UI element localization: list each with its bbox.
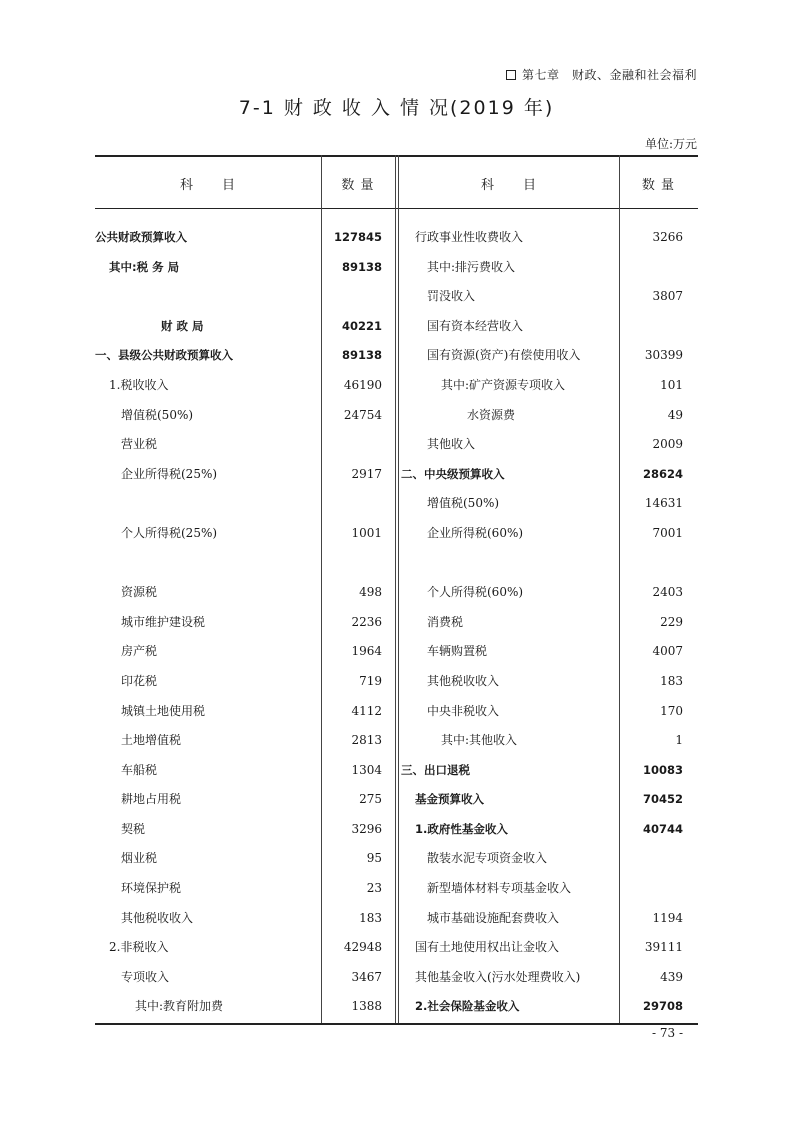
right-quantity-cell: 101 — [660, 377, 683, 392]
left-quantity-cell: 183 — [359, 910, 382, 925]
left-subject-cell: 增值税(50%) — [121, 407, 194, 422]
table-row — [95, 584, 698, 614]
right-subject-cell: 散装水泥专项资金收入 — [427, 851, 548, 866]
right-quantity-cell: 439 — [660, 969, 683, 984]
table-row — [95, 821, 698, 851]
page-title: 7-1 财 政 收 入 情 况(2019 年) — [238, 97, 555, 119]
left-subject-cell: 烟业税 — [121, 851, 158, 866]
right-subject-cell: 水资源费 — [467, 407, 516, 422]
table-row — [95, 791, 698, 821]
right-quantity-cell: 14631 — [644, 496, 683, 511]
right-subject-cell: 国有资本经营收入 — [427, 318, 524, 333]
chapter-label: 第七章 财政、金融和社会福利 — [521, 68, 697, 82]
table-row — [95, 703, 698, 733]
left-subject-cell: 土地增值税 — [121, 733, 182, 748]
left-subject-cell: 房产税 — [121, 644, 158, 659]
left-quantity-cell: 2917 — [351, 466, 382, 481]
unit-label: 单位:万元 — [644, 137, 697, 151]
left-quantity-cell: 40221 — [341, 318, 382, 333]
right-subject-cell: 中央非税收入 — [427, 703, 500, 718]
table-row — [95, 288, 698, 318]
revenue-table — [95, 155, 698, 1025]
table-row — [95, 732, 698, 762]
right-subject-cell: 其他收入 — [427, 437, 476, 452]
table-body — [95, 229, 698, 1028]
right-quantity-cell: 4007 — [652, 644, 683, 659]
right-subject-cell: 新型墙体材料专项基金收入 — [427, 881, 572, 896]
left-subject-cell: 耕地占用税 — [121, 792, 182, 807]
right-subject-cell: 二、中央级预算收入 — [401, 466, 505, 481]
right-quantity-cell: 28624 — [642, 466, 683, 481]
right-subject-cell: 三、出口退税 — [401, 762, 470, 777]
left-subject-cell: 其中:教育附加费 — [135, 999, 224, 1014]
left-subject-cell: 一、县级公共财政预算收入 — [95, 348, 233, 363]
table-row — [95, 969, 698, 999]
right-subject-cell: 行政事业性收费收入 — [415, 230, 524, 244]
table-row — [95, 259, 698, 289]
right-quantity-cell: 2403 — [652, 585, 683, 600]
right-subject-cell: 企业所得税(60%) — [427, 525, 524, 540]
right-quantity-cell: 40744 — [642, 821, 683, 836]
left-quantity-cell: 46190 — [343, 377, 382, 392]
table-row — [95, 673, 698, 703]
right-subject-cell: 国有土地使用权出让金收入 — [415, 940, 560, 955]
chapter-header — [506, 66, 697, 83]
right-subject-cell: 其中:矿产资源专项收入 — [441, 377, 566, 392]
left-subject-cell: 其他税收收入 — [121, 910, 194, 925]
right-quantity-cell: 170 — [660, 703, 683, 718]
left-subject-cell: 印花税 — [121, 673, 158, 688]
left-quantity-cell: 89138 — [341, 259, 382, 274]
right-quantity-cell: 3807 — [652, 289, 683, 304]
left-subject-cell: 专项收入 — [121, 969, 170, 984]
table-row — [95, 614, 698, 644]
right-quantity-cell: 29708 — [642, 999, 683, 1014]
table-row — [95, 880, 698, 910]
right-subject-cell: 罚没收入 — [427, 289, 476, 304]
header-subject-left: 科 目 — [179, 178, 236, 193]
table-row — [95, 643, 698, 673]
table-row — [95, 318, 698, 348]
left-quantity-cell: 3296 — [351, 821, 382, 836]
square-bullet-icon — [506, 70, 516, 80]
left-subject-cell: 城镇土地使用税 — [121, 703, 206, 718]
page-number: - 73 - — [651, 1026, 683, 1040]
right-quantity-cell: 1 — [675, 733, 683, 748]
left-quantity-cell: 1388 — [351, 999, 382, 1014]
table-row — [95, 762, 698, 792]
table-row — [95, 377, 698, 407]
left-subject-cell: 财 政 局 — [161, 318, 204, 333]
right-subject-cell: 其中:其他收入 — [441, 733, 518, 748]
left-quantity-cell: 719 — [359, 673, 382, 688]
left-subject-cell: 车船税 — [121, 762, 158, 777]
right-subject-cell: 国有资源(资产)有偿使用收入 — [427, 348, 581, 363]
left-quantity-cell: 23 — [366, 881, 382, 896]
left-subject-cell: 契税 — [121, 821, 146, 836]
right-quantity-cell: 1194 — [652, 910, 683, 925]
left-quantity-cell: 127845 — [333, 230, 382, 244]
table-row — [95, 998, 698, 1028]
left-subject-cell: 城市维护建设税 — [121, 614, 206, 629]
right-subject-cell: 1.政府性基金收入 — [415, 821, 508, 836]
left-subject-cell: 资源税 — [121, 585, 158, 600]
header-subject-right: 科 目 — [480, 178, 537, 193]
header-quantity-right: 数 量 — [641, 178, 676, 193]
left-subject-cell: 1.税收收入 — [109, 377, 169, 392]
left-subject-cell: 营业税 — [121, 437, 158, 452]
right-subject-cell: 其他基金收入(污水处理费收入) — [415, 969, 581, 984]
left-subject-cell: 企业所得税(25%) — [121, 466, 218, 481]
table-row — [95, 555, 698, 585]
table-row — [95, 229, 698, 259]
table-row — [95, 495, 698, 525]
left-quantity-cell: 24754 — [343, 407, 382, 422]
table-row — [95, 466, 698, 496]
right-subject-cell: 消费税 — [427, 614, 464, 629]
table-row — [95, 436, 698, 466]
left-subject-cell: 其中:税 务 局 — [109, 259, 180, 274]
left-quantity-cell: 2236 — [351, 614, 382, 629]
right-quantity-cell: 183 — [660, 673, 683, 688]
left-subject-cell: 个人所得税(25%) — [121, 525, 218, 540]
right-quantity-cell: 3266 — [652, 230, 683, 244]
left-subject-cell: 公共财政预算收入 — [95, 230, 187, 244]
left-quantity-cell: 4112 — [351, 703, 382, 718]
left-quantity-cell: 275 — [359, 792, 382, 807]
table-top-rule — [95, 155, 698, 157]
left-quantity-cell: 3467 — [351, 969, 382, 984]
table-row — [95, 525, 698, 555]
left-quantity-cell: 89138 — [341, 348, 382, 363]
right-quantity-cell: 70452 — [642, 792, 683, 807]
left-quantity-cell: 42948 — [343, 940, 382, 955]
right-quantity-cell: 10083 — [642, 762, 683, 777]
left-subject-cell: 2.非税收入 — [109, 940, 169, 955]
left-quantity-cell: 498 — [359, 585, 382, 600]
right-subject-cell: 车辆购置税 — [427, 644, 488, 659]
right-subject-cell: 2.社会保险基金收入 — [415, 999, 520, 1014]
right-subject-cell: 增值税(50%) — [427, 496, 500, 511]
right-subject-cell: 个人所得税(60%) — [427, 585, 524, 600]
right-subject-cell: 城市基础设施配套费收入 — [427, 910, 560, 925]
left-quantity-cell: 1304 — [351, 762, 382, 777]
left-quantity-cell: 1964 — [351, 644, 382, 659]
right-subject-cell: 基金预算收入 — [415, 792, 484, 807]
left-quantity-cell: 2813 — [351, 733, 382, 748]
right-quantity-cell: 49 — [667, 407, 683, 422]
table-row — [95, 850, 698, 880]
table-row — [95, 407, 698, 437]
right-subject-cell: 其中:排污费收入 — [427, 259, 516, 274]
right-quantity-cell: 229 — [660, 614, 683, 629]
left-subject-cell: 环境保护税 — [121, 881, 182, 896]
left-quantity-cell: 1001 — [351, 525, 382, 540]
right-quantity-cell: 30399 — [644, 348, 683, 363]
right-quantity-cell: 7001 — [652, 525, 683, 540]
table-header-rule — [95, 208, 698, 209]
table-row — [95, 910, 698, 940]
header-quantity-left: 数 量 — [341, 178, 375, 193]
right-subject-cell: 其他税收收入 — [427, 673, 500, 688]
table-row — [95, 347, 698, 377]
right-quantity-cell: 2009 — [652, 437, 683, 452]
right-quantity-cell: 39111 — [644, 940, 683, 955]
table-row — [95, 939, 698, 969]
left-quantity-cell: 95 — [366, 851, 382, 866]
